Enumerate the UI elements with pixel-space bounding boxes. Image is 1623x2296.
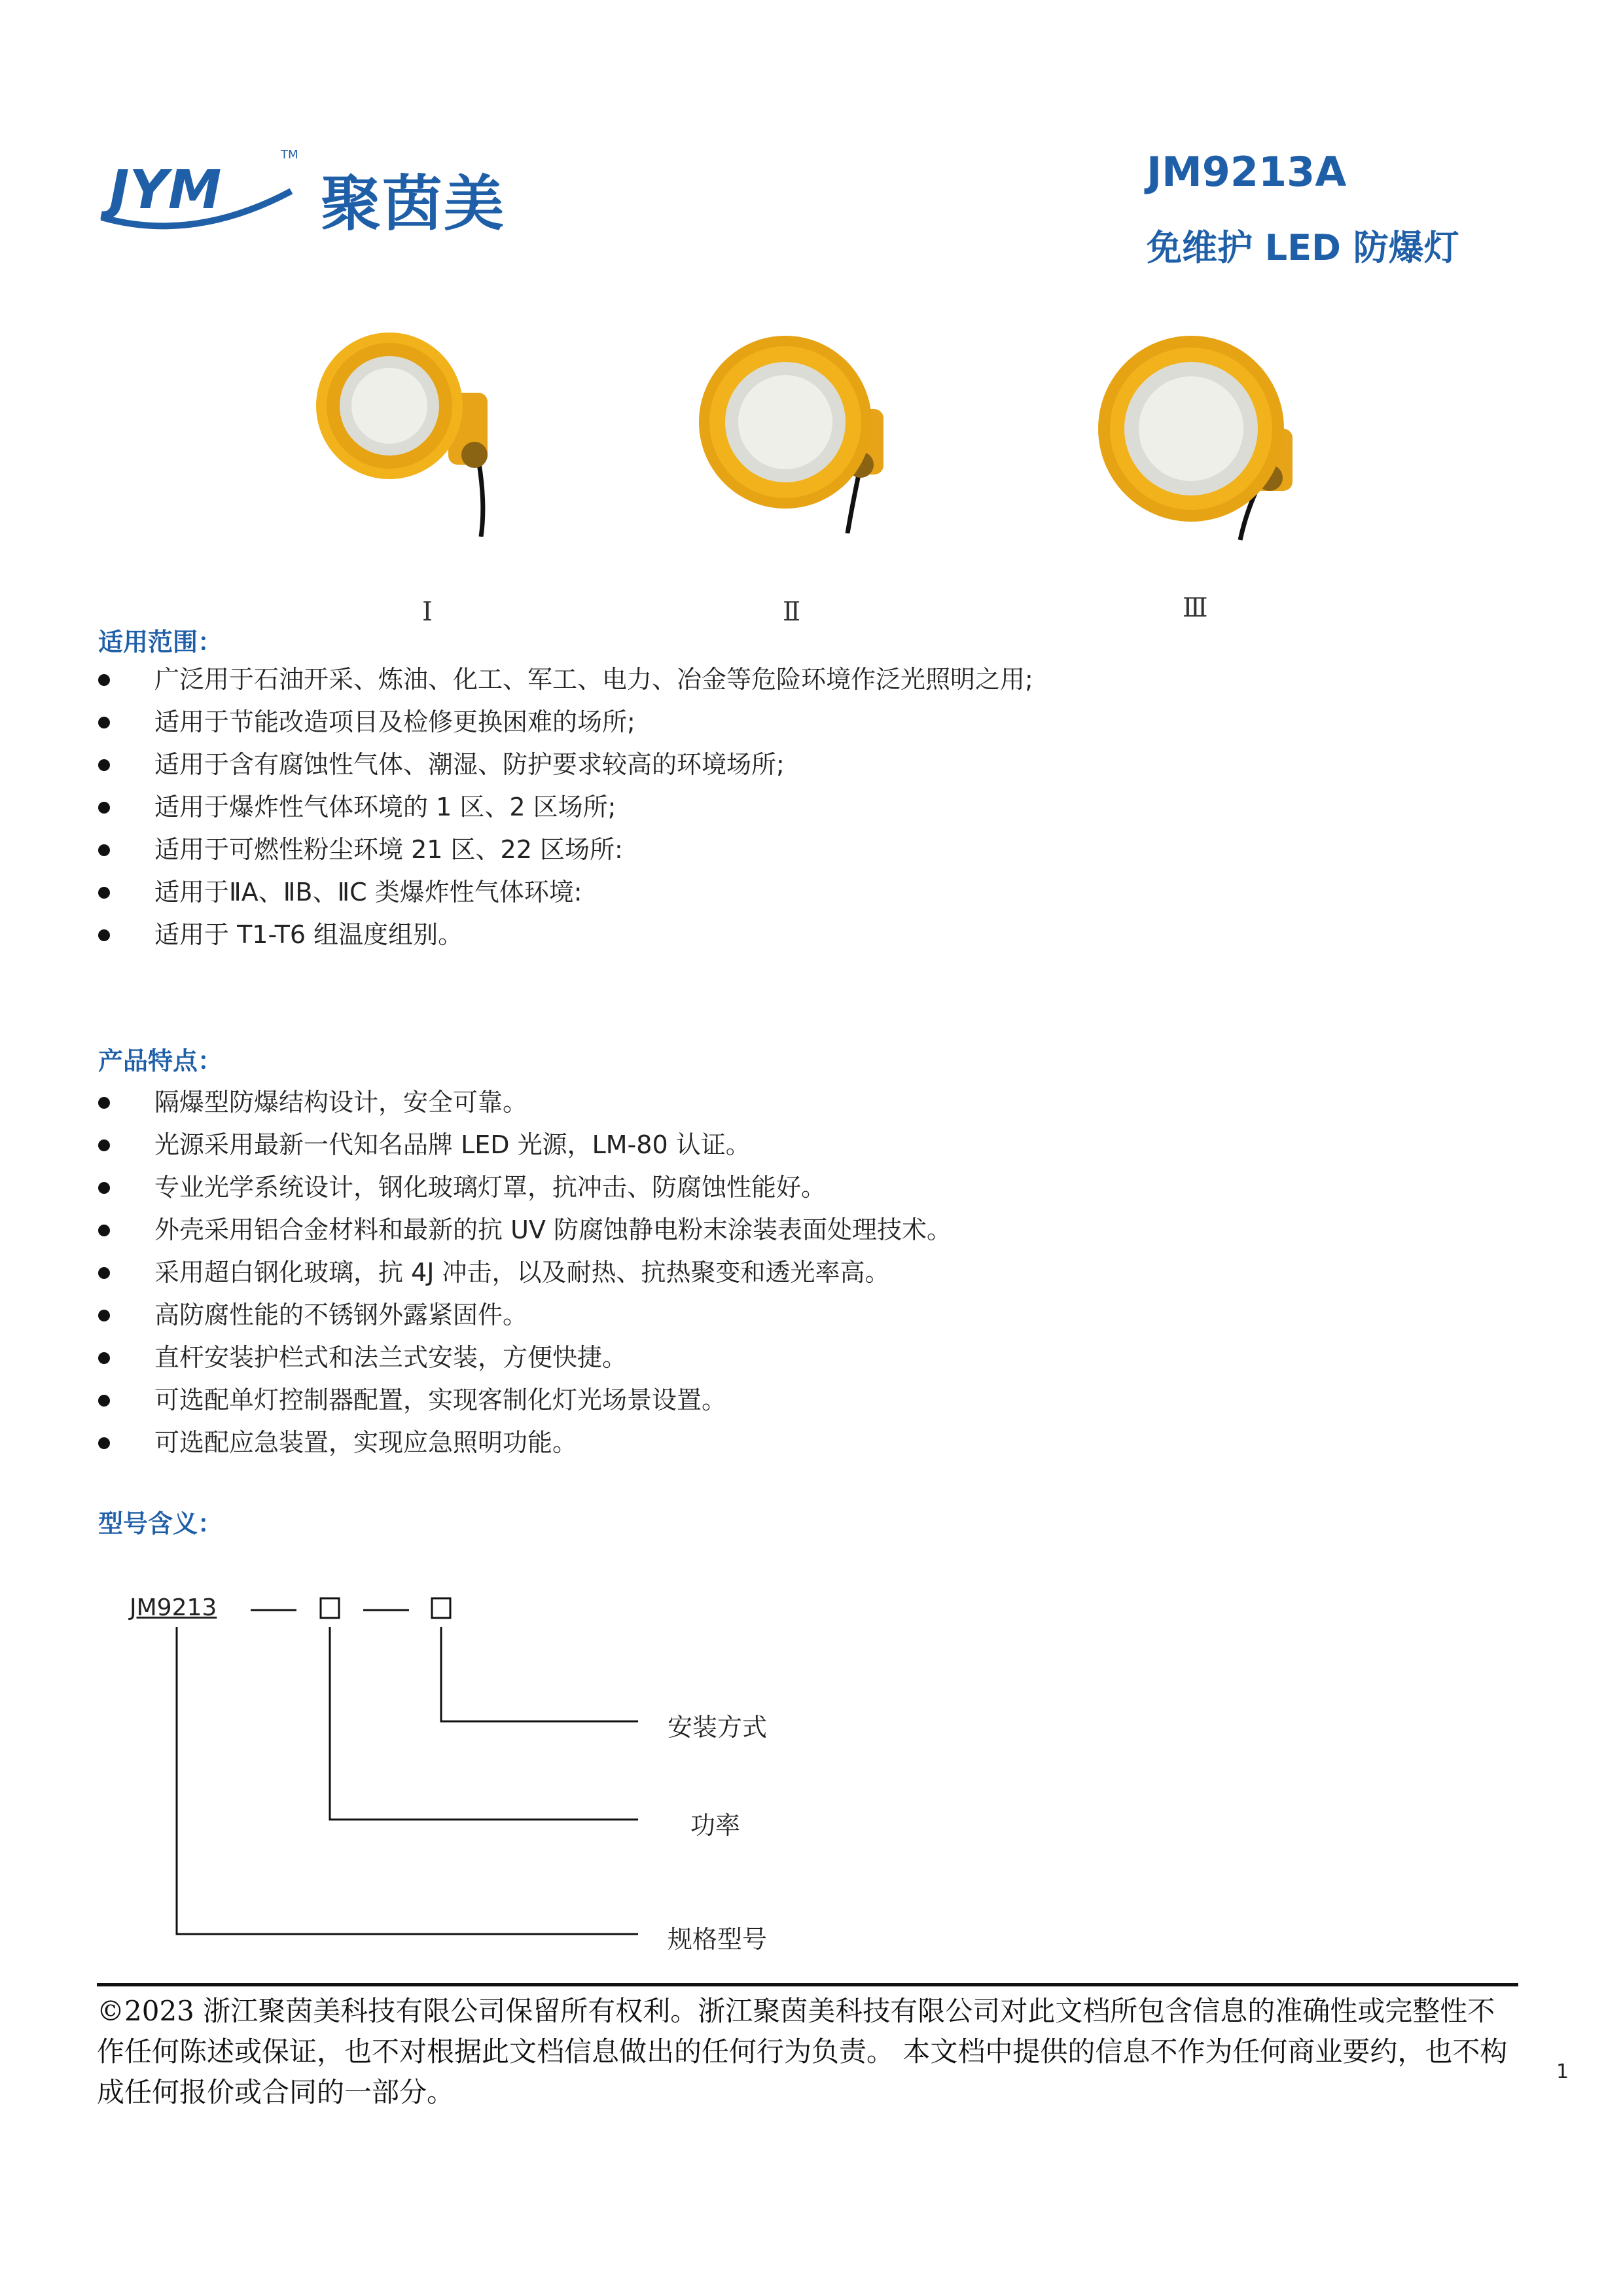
- model-diagram: [131, 1590, 785, 1957]
- product-image-2: [690, 331, 926, 533]
- feature-item: 直杆安装护栏式和法兰式安装，方便快捷。: [98, 1336, 1505, 1379]
- product-image-1: [308, 327, 530, 537]
- page-number: 1: [1556, 2060, 1569, 2083]
- spec-label: 规格型号: [668, 1925, 768, 1954]
- model-title: JM9213A: [1147, 148, 1347, 196]
- bullet-icon: [98, 674, 110, 686]
- mounting-connector: [441, 1627, 638, 1721]
- feature-item: 可选配应急装置，实现应急照明功能。: [98, 1422, 1505, 1464]
- bullet-icon: [98, 844, 110, 856]
- spec-connector: [177, 1627, 638, 1934]
- power-box: [321, 1598, 339, 1618]
- feature-item: 隔爆型防爆结构设计，安全可靠。: [98, 1081, 1505, 1124]
- bullet-icon: [98, 1437, 110, 1449]
- logo-mark-text: JYM: [109, 159, 222, 221]
- product-label-1: Ⅰ: [422, 597, 433, 627]
- scope-list: [98, 658, 1505, 956]
- scope-item: 适用于节能改造项目及检修更换困难的场所;: [98, 701, 1505, 744]
- feature-item: 专业光学系统设计，钢化玻璃灯罩，抗冲击、防腐蚀性能好。: [98, 1166, 1505, 1209]
- scope-item: 适用于爆炸性气体环境的 1 区、2 区场所;: [98, 786, 1505, 829]
- scope-item: 适用于含有腐蚀性气体、潮湿、防护要求较高的环境场所;: [98, 744, 1505, 786]
- model-meaning-title: 型号含义：: [98, 1509, 223, 1538]
- scope-item: 广泛用于石油开采、炼油、化工、军工、电力、冶金等危险环境作泛光照明之用;: [98, 658, 1505, 701]
- product-label-2: Ⅱ: [783, 597, 801, 627]
- footer-divider: [97, 1983, 1518, 1986]
- product-label-3: Ⅲ: [1183, 593, 1208, 623]
- bullet-icon: [98, 1225, 110, 1236]
- bullet-icon: [98, 1395, 110, 1407]
- mounting-label: 安装方式: [668, 1713, 768, 1742]
- feature-item: 高防腐性能的不锈钢外露紧固件。: [98, 1294, 1505, 1336]
- features-list: [98, 1081, 1505, 1464]
- trademark-text: TM: [281, 148, 298, 162]
- feature-item: 光源采用最新一代知名品牌 LED 光源，LM-80 认证。: [98, 1124, 1505, 1166]
- bullet-icon: [98, 717, 110, 728]
- bullet-icon: [98, 1097, 110, 1109]
- feature-item: 可选配单灯控制器配置，实现客制化灯光场景设置。: [98, 1379, 1505, 1422]
- mounting-box: [432, 1598, 450, 1618]
- scope-title: 适用范围：: [98, 628, 223, 656]
- bullet-icon: [98, 1182, 110, 1194]
- bullet-icon: [98, 887, 110, 899]
- bullet-icon: [98, 1267, 110, 1279]
- bullet-icon: [98, 1352, 110, 1364]
- scope-item: 适用于可燃性粉尘环境 21 区、22 区场所:: [98, 829, 1505, 871]
- bullet-icon: [98, 1139, 110, 1151]
- power-connector: [330, 1627, 638, 1820]
- scope-item: 适用于 T1-T6 组温度组别。: [98, 914, 1505, 956]
- feature-item: 外壳采用铝合金材料和最新的抗 UV 防腐蚀静电粉末涂装表面处理技术。: [98, 1209, 1505, 1251]
- product-image-3: [1093, 331, 1329, 547]
- logo: [95, 144, 527, 239]
- bullet-icon: [98, 759, 110, 771]
- bullet-icon: [98, 1310, 110, 1321]
- feature-item: 采用超白钢化玻璃，抗 4J 冲击，以及耐热、抗热聚变和透光率高。: [98, 1251, 1505, 1294]
- logo-text: 聚茵美: [321, 169, 506, 239]
- bullet-icon: [98, 802, 110, 814]
- scope-item: 适用于ⅡA、ⅡB、ⅡC 类爆炸性气体环境:: [98, 871, 1505, 914]
- jym-logo-mark-icon: [95, 144, 304, 236]
- power-label: 功率: [690, 1811, 741, 1840]
- footer-copyright: ©2023 浙江聚茵美科技有限公司保留所有权利。浙江聚茵美科技有限公司对此文档所包含信息的准确性或完整性不作任何陈述或保证，也不对根据此文档信息做出的任何行为负责。 本文档中提供的信息不作为任何商业要约，也不构成任何报价或合同的一部分。: [97, 1995, 1508, 2108]
- bullet-icon: [98, 929, 110, 941]
- product-name: 免维护 LED 防爆灯: [1147, 227, 1459, 268]
- model-base-label: JM9213: [130, 1594, 217, 1621]
- features-title: 产品特点：: [98, 1047, 223, 1075]
